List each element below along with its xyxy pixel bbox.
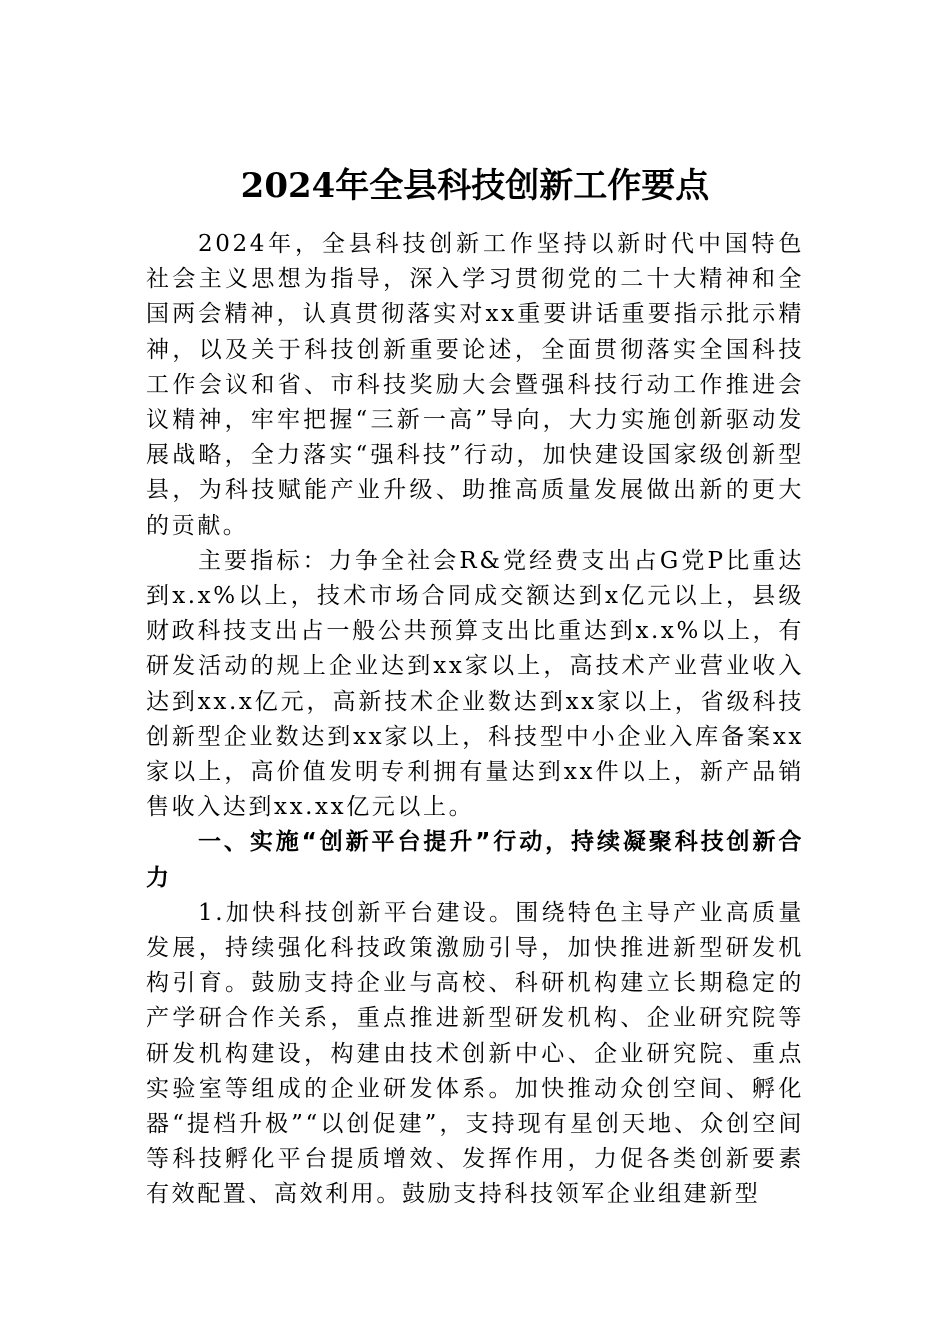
item-paragraph: 1.加快科技创新平台建设。围绕特色主导产业高质量发展，持续强化科技政策激励引导，加快推进新型研发机构引育。鼓励支持企业与高校、科研机构建立长期稳定的产学研合作关系，重点推进新型研发机构、企业研究院等研发机构建设，构建由技术创新中心、企业研究院、重点实验室等组成的企业研发体系。加快推动众创空间、孵化器“提档升极”“以创促建”，支持现有星创天地、众创空间等科技孵化平台提质增效、发挥作用，力促各类创新要素有效配置、高效利用。鼓励支持科技领军企业组建新型 xyxy=(146,899,804,1208)
intro-paragraph: 2024年，全县科技创新工作坚持以新时代中国特色社会主义思想为指导，深入学习贯彻党的二十大精神和全国两会精神，认真贯彻落实对xx重要讲话重要指示批示精神，以及关于科技创新重要论述，全面贯彻落实全国科技工作会议和省、市科技奖励大会暨强科技行动工作推进会议精神，牢牢把握“三新一高”导向，大力实施创新驱动发展战略，全力落实“强科技”行动，加快建设国家级创新型县，为科技赋能产业升级、助推高质量发展做出新的更大的贡献。 xyxy=(146,231,804,539)
indicators-paragraph: 主要指标：力争全社会R&党经费支出占G党P比重达到x.x%以上，技术市场合同成交额达到x亿元以上，县级财政科技支出占一般公共预算支出比重达到x.x%以上，有研发活动的规上企业达到xx家以上，高技术产业营业收入达到xx.x亿元，高新技术企业数达到xx家以上，省级科技创新型企业数达到xx家以上，科技型中小企业入库备案xx家以上，高价值发明专利拥有量达到xx件以上，新产品销售收入达到xx.xx亿元以上。 xyxy=(146,547,804,821)
document-body xyxy=(146,227,804,1213)
section-heading: 一、实施“创新平台提升”行动，持续凝聚科技创新合力 xyxy=(146,829,804,891)
document-title: 2024年全县科技创新工作要点 xyxy=(240,166,710,206)
